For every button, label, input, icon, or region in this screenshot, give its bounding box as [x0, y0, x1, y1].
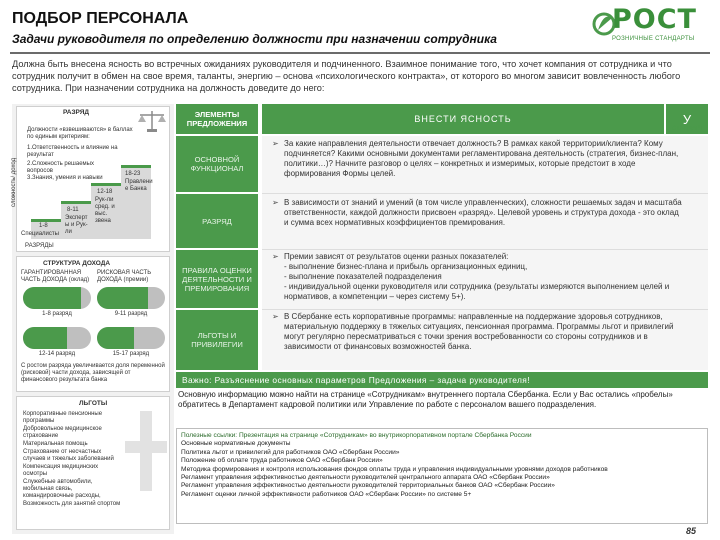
- stair-edge: [121, 165, 151, 168]
- stair-edge: [31, 219, 61, 222]
- grade-criteria-title: Должности «взвешиваются» в баллах по единым критериям:: [27, 127, 133, 140]
- grade-footer: РАЗРЯДЫ: [25, 243, 54, 249]
- benefit-item: Возможность для занятий спортом: [23, 501, 121, 507]
- standard-mark-letter: У: [682, 111, 692, 127]
- row-label-benefits: ЛЬГОТЫ И ПРИВИЛЕГИИ: [176, 310, 258, 370]
- income-guaranteed-share: [97, 327, 134, 349]
- row-text-grade: ➢ В зависимости от знаний и умений (в том числе управленческих), сложности решаемых задач и масштаба ответственности, каждой должности присвоен «разряд». Целевой уровень и структура дохода - это оклад и сумма всех нормативных коэффициентов премирования.: [272, 198, 682, 228]
- page-number: 85: [686, 526, 697, 536]
- income-guaranteed-share: [23, 327, 67, 349]
- link-item[interactable]: Регламент управления эффективностью деятельности руководителей территориальных банков ОАО «Сбербанк России»: [181, 482, 555, 490]
- intro-text: Должна быть внесена ясность во встречных ожиданиях руководителя и подчиненного. Взаимное понимание того, что хочет компания от сотрудника и что сотрудник получит в обмен на свое время, таланты, энергию – основа «психологического контракта», от которого во многом зависит вовлеченность любого сотрудника. При назначении сотрудника на должность доведите до него:: [12, 59, 681, 93]
- important-note: Важно: Разъяснение основных параметров Предложения – задача руководителя!: [176, 372, 708, 388]
- income-pill-label: 1-8 разряд: [42, 311, 72, 317]
- link-item[interactable]: Регламент оценки личной эффективности работников ОАО «Сбербанк России» по системе 5+: [181, 490, 472, 498]
- income-guaranteed-share: [23, 287, 81, 309]
- income-pill: [23, 287, 91, 309]
- benefit-item: Служебные автомобили, мобильная связь, командировочные расходы,: [23, 479, 101, 499]
- grade-criterion-2: 2.Сложность решаемых вопросов: [27, 161, 94, 174]
- logo: РОСТ: [612, 4, 697, 35]
- left-panel: [12, 104, 174, 534]
- proposal-elements-header: ЭЛЕМЕНТЫ ПРЕДЛОЖЕНИЯ: [176, 104, 258, 134]
- useful-links-box: [176, 428, 708, 524]
- grade-axis-label: сложность/ доход: [11, 157, 17, 207]
- income-pill: [97, 327, 165, 349]
- logo-tagline: РОЗНИЧНЫЕ СТАНДАРТЫ: [612, 36, 695, 42]
- row-divider: [262, 309, 708, 310]
- link-item[interactable]: Регламент управления эффективностью деятельности руководителей центрального аппарата ОАО «Сбербанк России»: [181, 474, 550, 482]
- useful-links-heading[interactable]: Полезные ссылки: Презентация на странице «Сотрудникам» во внутрикорпоративном портале Сбербанка России: [181, 432, 532, 439]
- income-title: СТРУКТУРА ДОХОДА: [43, 260, 111, 267]
- income-legend-risk: РИСКОВАЯ ЧАСТЬ ДОХОДА (премии): [97, 270, 152, 283]
- step-role: Правлени е Банка: [125, 179, 153, 192]
- income-pill: [23, 327, 91, 349]
- row-divider: [262, 193, 708, 194]
- link-item[interactable]: Политика льгот и привилегий для работников ОАО «Сбербанк России»: [181, 448, 400, 456]
- plus-sign-icon: [125, 411, 167, 491]
- step-range: 12-18: [97, 189, 113, 195]
- stair-edge: [91, 183, 121, 186]
- link-item[interactable]: Основные нормативные документы: [181, 440, 291, 448]
- benefits-title: ЛЬГОТЫ: [79, 400, 108, 407]
- row-label-grade: РАЗРЯД: [176, 194, 258, 248]
- row-text-evaluation: ➢ Премии зависят от результатов оценки разных показателей: - выполнение бизнес-плана и прибыль организационных единиц, - выполнение показателей подразделения - индивидуальной оценки руководителя или сотрудника (результаты измеряются выполнением целей и нормативов, а компетенции – через систему 5+).: [272, 252, 682, 302]
- benefit-item: Страхование от несчастных случаев и тяжелых заболеваний: [23, 449, 114, 462]
- benefit-item: Материальная помощь: [23, 441, 88, 447]
- grade-box: [11, 106, 170, 252]
- stair-edge: [61, 201, 91, 204]
- benefit-item: Корпоративные пенсионные программы: [23, 411, 103, 424]
- step-role: Специалисты: [21, 231, 59, 237]
- income-box: [16, 256, 170, 392]
- link-item[interactable]: Методика формирования и контроля использования фондов оплаты труда и управления индивидуальными уровнями доходов работников: [181, 465, 608, 473]
- header-divider: [10, 52, 710, 54]
- income-caption: С ростом разряда увеличивается доля переменной (рисковой) части дохода, зависящей от финансового результата банка: [21, 363, 165, 383]
- income-pill-label: 15-17 разряд: [112, 351, 150, 357]
- row-label-evaluation: ПРАВИЛА ОЦЕНКИ ДЕЯТЕЛЬНОСТИ И ПРЕМИРОВАНИЯ: [176, 250, 258, 308]
- benefit-item: Добровольное медицинское страхование: [23, 426, 102, 439]
- step-range: 1-8: [39, 223, 48, 229]
- income-pill-label: 9-11 разряд: [114, 311, 148, 317]
- grade-title: РАЗРЯД: [63, 109, 90, 116]
- benefit-item: Компенсация медицинских осмотры: [23, 464, 99, 477]
- scales-icon: [137, 109, 167, 133]
- income-pill: [97, 287, 165, 309]
- clarity-header: ВНЕСТИ ЯСНОСТЬ: [262, 104, 664, 134]
- page-title: ПОДБОР ПЕРСОНАЛА: [12, 10, 189, 27]
- row-text-benefits: ➢ В Сбербанке есть корпоративные программы: направленные на поддержание здоровья сотрудников, материальную поддержку в тяжелых ситуациях, пенсионная программа. Программы льгот и привилегий могут регулярно пересматриваться с точки зрения востребованности со стороны сотрудников и в зависимости от финансовых возможностей банка.: [272, 312, 682, 352]
- page-subtitle: Задачи руководителя по определению должности при назначении сотрудника: [12, 32, 497, 46]
- row-label-functional: ОСНОВНОЙ ФУНКЦИОНАЛ: [176, 136, 258, 192]
- row-text-functional: ➢ За какие направления деятельности отвечает должность? В рамках какой территории/клиента? Кому подчиняется? Какими основными документами регламентирована деятельность (стратегия, бизнес-план, политики…)? Начните разговор о целях – конкретных и измеримых, которые предстоит в ходе формирования Формы целей.: [272, 139, 682, 179]
- income-pill-label: 12-14 разряд: [38, 351, 76, 357]
- step-role: Рук-ли сред. и выс. звена: [95, 197, 115, 224]
- step-role: Эксперт ы и Рук-ли: [65, 215, 88, 235]
- income-legend-guaranteed: ГАРАНТИРОВАННАЯ ЧАСТЬ ДОХОДА (оклад): [21, 270, 90, 283]
- grade-criterion-1: 1.Ответственность и влияние на результат: [27, 145, 118, 158]
- info-note: Основную информацию можно найти на странице «Сотрудникам» внутреннего портала Сбербанка. Если у Вас остались «пробелы» обратитесь в Департамент кадровой политики или Управление по работе с персоналом вашего подразделения.: [178, 390, 673, 409]
- benefits-box: [16, 396, 170, 530]
- standard-mark-tag: СТАНДАРТ: [672, 126, 704, 132]
- row-divider: [262, 249, 708, 250]
- link-item[interactable]: Положение об оплате труда работников ОАО «Сбербанк России»: [181, 457, 383, 465]
- grade-criterion-3: 3.Знания, умения и навыки: [27, 175, 103, 181]
- step-range: 8-11: [67, 207, 79, 213]
- step-range: 18-23: [125, 171, 141, 177]
- income-guaranteed-share: [97, 287, 148, 309]
